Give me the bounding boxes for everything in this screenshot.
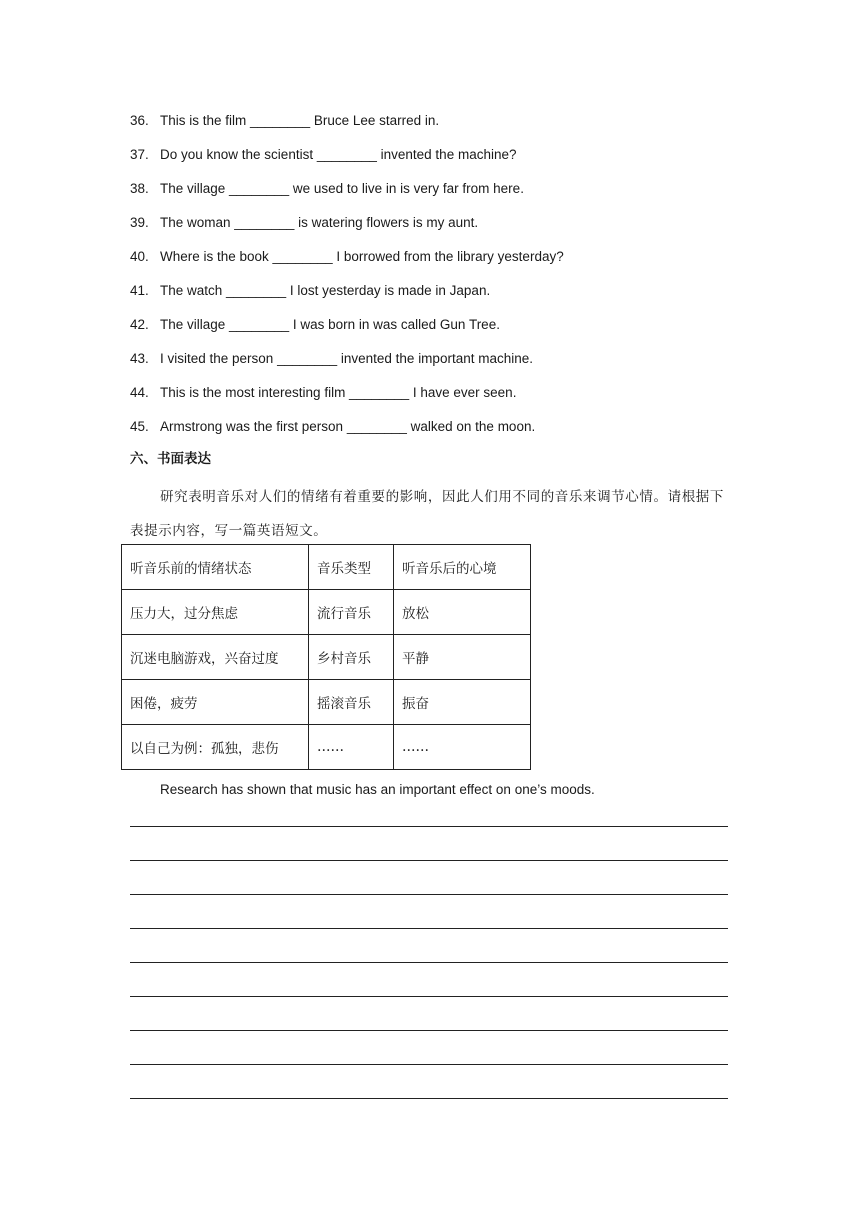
writing-lines xyxy=(130,826,728,1132)
table-cell: 乡村音乐 xyxy=(309,635,394,680)
question-number: 36. xyxy=(130,113,149,128)
question-number: 44. xyxy=(130,385,149,400)
question-text: The watch ________ I lost yesterday is made in Japan. xyxy=(160,283,491,298)
table-cell: 振奋 xyxy=(394,680,531,725)
table-cell: 压力大，过分焦虑 xyxy=(122,590,309,635)
table-cell: …… xyxy=(394,725,531,770)
question-item xyxy=(130,315,750,349)
table-cell: 以自己为例：孤独，悲伤 xyxy=(122,725,309,770)
section-heading: 六、书面表达 xyxy=(130,451,211,467)
question-item xyxy=(130,383,750,417)
question-text: The woman ________ is watering flowers is my aunt. xyxy=(160,215,479,230)
answer-line[interactable] xyxy=(130,996,728,1030)
answer-line[interactable] xyxy=(130,1030,728,1064)
question-text: This is the most interesting film ________ I have ever seen. xyxy=(160,385,517,400)
table-header-row xyxy=(122,545,531,590)
question-text: I visited the person ________ invented the important machine. xyxy=(160,351,533,366)
table-cell: 流行音乐 xyxy=(309,590,394,635)
question-number: 39. xyxy=(130,215,149,230)
table-row xyxy=(122,635,531,680)
answer-line[interactable] xyxy=(130,894,728,928)
table-row xyxy=(122,680,531,725)
question-number: 38. xyxy=(130,181,149,196)
table-cell: 放松 xyxy=(394,590,531,635)
table-cell: 困倦，疲劳 xyxy=(122,680,309,725)
question-text: Do you know the scientist ________ invented the machine? xyxy=(160,147,517,162)
question-number: 42. xyxy=(130,317,149,332)
question-number: 37. xyxy=(130,147,149,162)
answer-line[interactable] xyxy=(130,826,728,860)
table-cell: …… xyxy=(309,725,394,770)
table-row xyxy=(122,590,531,635)
question-item xyxy=(130,417,750,451)
question-item xyxy=(130,111,750,145)
question-text: Armstrong was the first person ________ walked on the moon. xyxy=(160,419,536,434)
table-row xyxy=(122,725,531,770)
question-item xyxy=(130,247,750,281)
question-item xyxy=(130,145,750,179)
question-text: This is the film ________ Bruce Lee starred in. xyxy=(160,113,440,128)
answer-line[interactable] xyxy=(130,860,728,894)
question-number: 45. xyxy=(130,419,149,434)
question-item xyxy=(130,281,750,315)
essay-opening-sentence: Research has shown that music has an important effect on one’s moods. xyxy=(160,782,595,797)
answer-line[interactable] xyxy=(130,1098,728,1132)
table-header-cell: 听音乐后的心境 xyxy=(394,545,531,590)
writing-prompt: 研究表明音乐对人们的情绪有着重要的影响，因此人们用不同的音乐来调节心情。请根据下表提示内容，写一篇英语短文。 xyxy=(130,489,724,539)
table-cell: 沉迷电脑游戏，兴奋过度 xyxy=(122,635,309,680)
question-item xyxy=(130,213,750,247)
question-text: Where is the book ________ I borrowed from the library yesterday? xyxy=(160,249,564,264)
question-number: 43. xyxy=(130,351,149,366)
answer-line[interactable] xyxy=(130,1064,728,1098)
answer-line[interactable] xyxy=(130,928,728,962)
question-number: 40. xyxy=(130,249,149,264)
table-header-cell: 听音乐前的情绪状态 xyxy=(122,545,309,590)
question-text: The village ________ I was born in was called Gun Tree. xyxy=(160,317,500,332)
mood-music-table xyxy=(121,544,531,770)
fill-in-question-list xyxy=(130,111,750,451)
question-text: The village ________ we used to live in is very far from here. xyxy=(160,181,524,196)
table-header-cell: 音乐类型 xyxy=(309,545,394,590)
question-item xyxy=(130,349,750,383)
question-number: 41. xyxy=(130,283,149,298)
answer-line[interactable] xyxy=(130,962,728,996)
table-cell: 平静 xyxy=(394,635,531,680)
question-item xyxy=(130,179,750,213)
table-cell: 摇滚音乐 xyxy=(309,680,394,725)
